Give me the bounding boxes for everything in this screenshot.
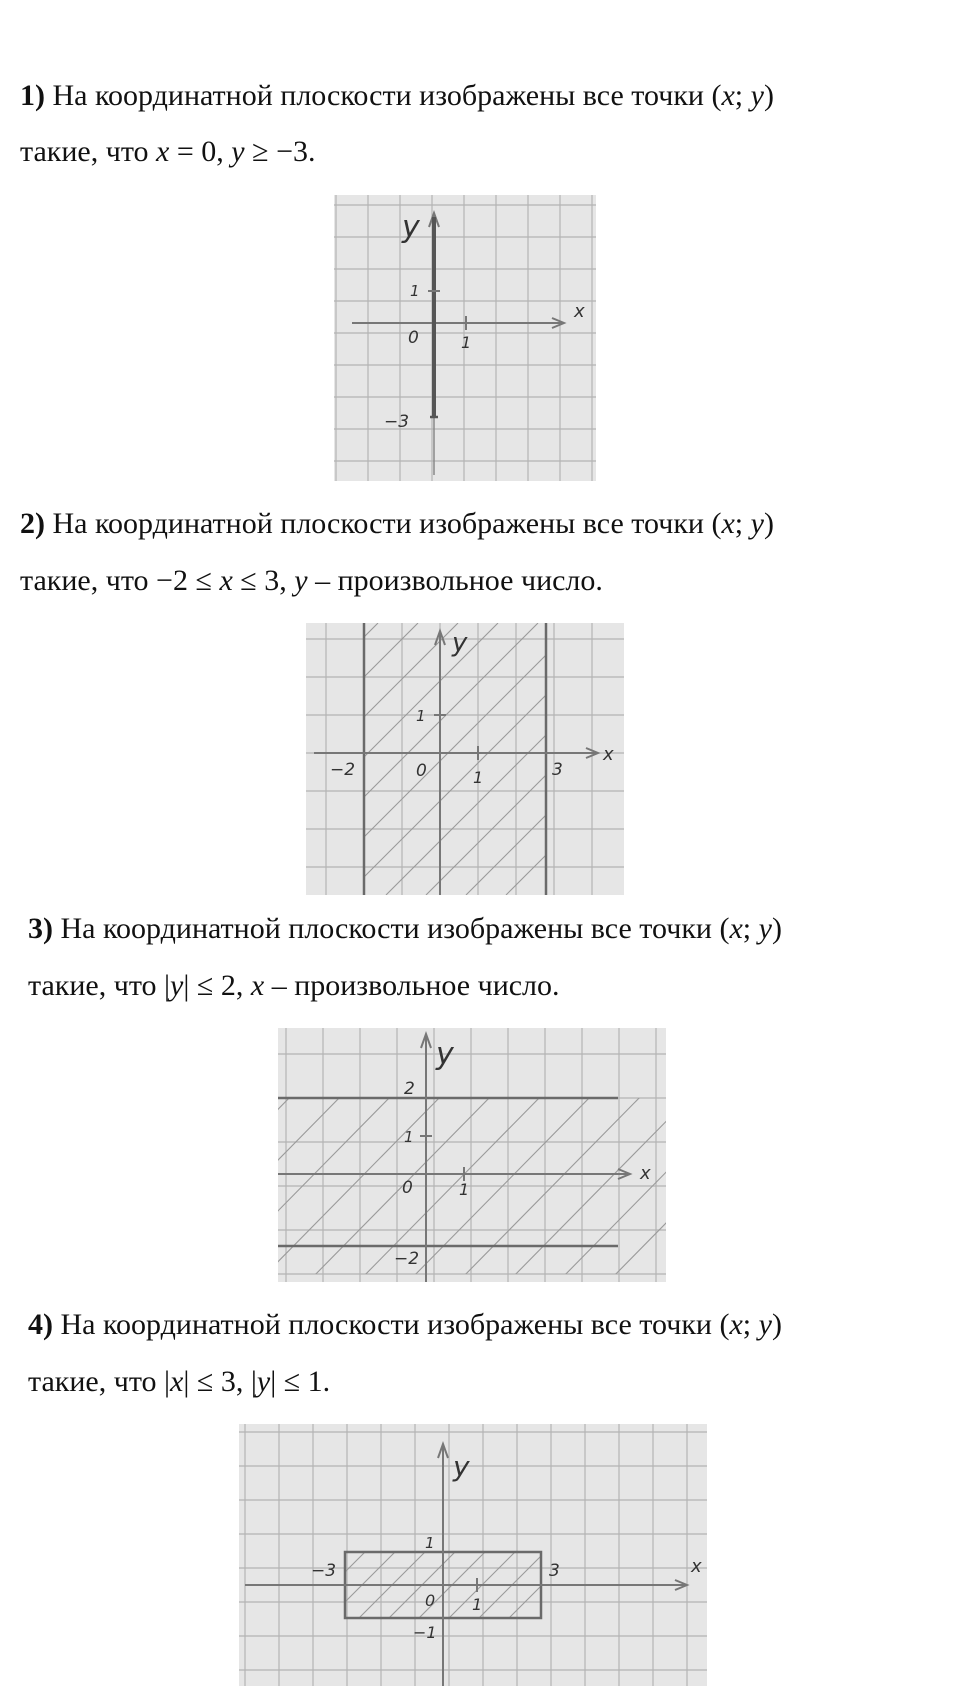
grid (306, 623, 624, 895)
problem-4-condition (28, 1364, 330, 1400)
problem-3-condition (28, 968, 560, 1004)
x-minus-2-label: −2 (330, 760, 356, 780)
x-axis-label: x (603, 744, 614, 765)
y-axis-label: y (436, 1037, 454, 1072)
condition-var-2: x (250, 969, 265, 1002)
figure-4-graph (239, 1424, 707, 1686)
y-one-label: 1 (416, 707, 426, 725)
statement-text: На координатной плоскости изображены все точки ( (60, 1308, 730, 1341)
statement-text: На координатной плоскости изображены все точки ( (52, 507, 722, 540)
condition-mid: | ≤ 2, (183, 969, 251, 1002)
separator: ; (742, 1308, 759, 1341)
var-y: y (758, 1308, 772, 1341)
problem-number: 4) (28, 1308, 53, 1341)
condition-text: такие, что | (28, 1365, 171, 1398)
figure-1-graph (334, 195, 596, 481)
problem-2-statement (20, 506, 774, 542)
statement-text: На координатной плоскости изображены все точки ( (60, 912, 730, 945)
x-one-label: 1 (472, 1595, 483, 1614)
x-minus-3-label: −3 (311, 1561, 337, 1581)
condition-var-1: x (156, 135, 170, 168)
separator: ; (742, 912, 759, 945)
y-2-label: 2 (404, 1079, 415, 1099)
y-axis-label: y (402, 210, 420, 245)
condition-end: | ≤ 1. (270, 1365, 331, 1398)
x-axis-label: x (574, 301, 585, 322)
condition-var-1: x (170, 1365, 184, 1398)
problem-1-condition (20, 134, 316, 170)
figure-1 (334, 195, 596, 481)
var-x: x (729, 912, 743, 945)
condition-text: такие, что −2 ≤ (20, 564, 220, 597)
figure-3 (278, 1028, 666, 1282)
x-axis-label: x (691, 1556, 702, 1577)
var-y: y (758, 912, 772, 945)
y-minus-1-label: −1 (413, 1623, 437, 1642)
condition-text: такие, что | (28, 969, 171, 1002)
condition-text: такие, что (20, 135, 157, 168)
problem-number: 3) (28, 912, 53, 945)
x-axis-label: x (640, 1163, 651, 1184)
condition-var-1: y (170, 969, 184, 1002)
x-3-label: 3 (552, 760, 563, 780)
origin-label: 0 (408, 328, 419, 348)
problem-2-condition (20, 563, 603, 599)
close-paren: ) (763, 79, 774, 112)
var-y: y (750, 79, 764, 112)
separator: ; (734, 79, 751, 112)
close-paren: ) (763, 507, 774, 540)
condition-mid: = 0, (169, 135, 232, 168)
origin-label: 0 (416, 761, 427, 781)
condition-var-2: y (256, 1365, 271, 1398)
condition-var-2: y (294, 564, 308, 597)
var-x: x (721, 507, 735, 540)
y-minus-3-label: −3 (384, 412, 410, 432)
statement-text: На координатной плоскости изображены все точки ( (52, 79, 722, 112)
x-one-label: 1 (473, 768, 484, 787)
y-one-label: 1 (404, 1128, 414, 1146)
problem-1-statement (20, 78, 774, 114)
problem-number: 1) (20, 79, 45, 112)
y-axis-label: y (453, 1450, 470, 1483)
hatching (306, 623, 624, 895)
condition-mid: ≤ 3, (232, 564, 295, 597)
origin-label: 0 (402, 1178, 413, 1198)
condition-var-2: y (231, 135, 245, 168)
condition-end: – произвольное число. (264, 969, 560, 1002)
x-one-label: 1 (461, 333, 472, 352)
close-paren: ) (771, 912, 782, 945)
grid (239, 1424, 707, 1686)
y-one-label: 1 (410, 282, 420, 300)
hatching (278, 1028, 666, 1282)
figure-2 (306, 623, 624, 895)
var-x: x (721, 79, 735, 112)
problem-3-statement (28, 911, 782, 947)
y-one-label: 1 (425, 1534, 435, 1552)
figure-3-graph (278, 1028, 666, 1282)
separator: ; (734, 507, 751, 540)
figure-2-graph (306, 623, 624, 895)
condition-var-1: x (219, 564, 233, 597)
condition-end: ≥ −3. (244, 135, 316, 168)
problem-4-statement (28, 1307, 782, 1343)
close-paren: ) (771, 1308, 782, 1341)
var-y: y (750, 507, 764, 540)
x-one-label: 1 (459, 1180, 470, 1199)
y-axis-label: y (452, 628, 468, 658)
figure-4 (239, 1424, 707, 1686)
grid (278, 1028, 666, 1282)
condition-end: – произвольное число. (307, 564, 603, 597)
x-3-label: 3 (549, 1561, 560, 1581)
condition-mid: | ≤ 3, | (183, 1365, 257, 1398)
y-minus-2-label: −2 (394, 1249, 420, 1269)
problem-number: 2) (20, 507, 45, 540)
var-x: x (729, 1308, 743, 1341)
origin-label: 0 (425, 1591, 436, 1610)
